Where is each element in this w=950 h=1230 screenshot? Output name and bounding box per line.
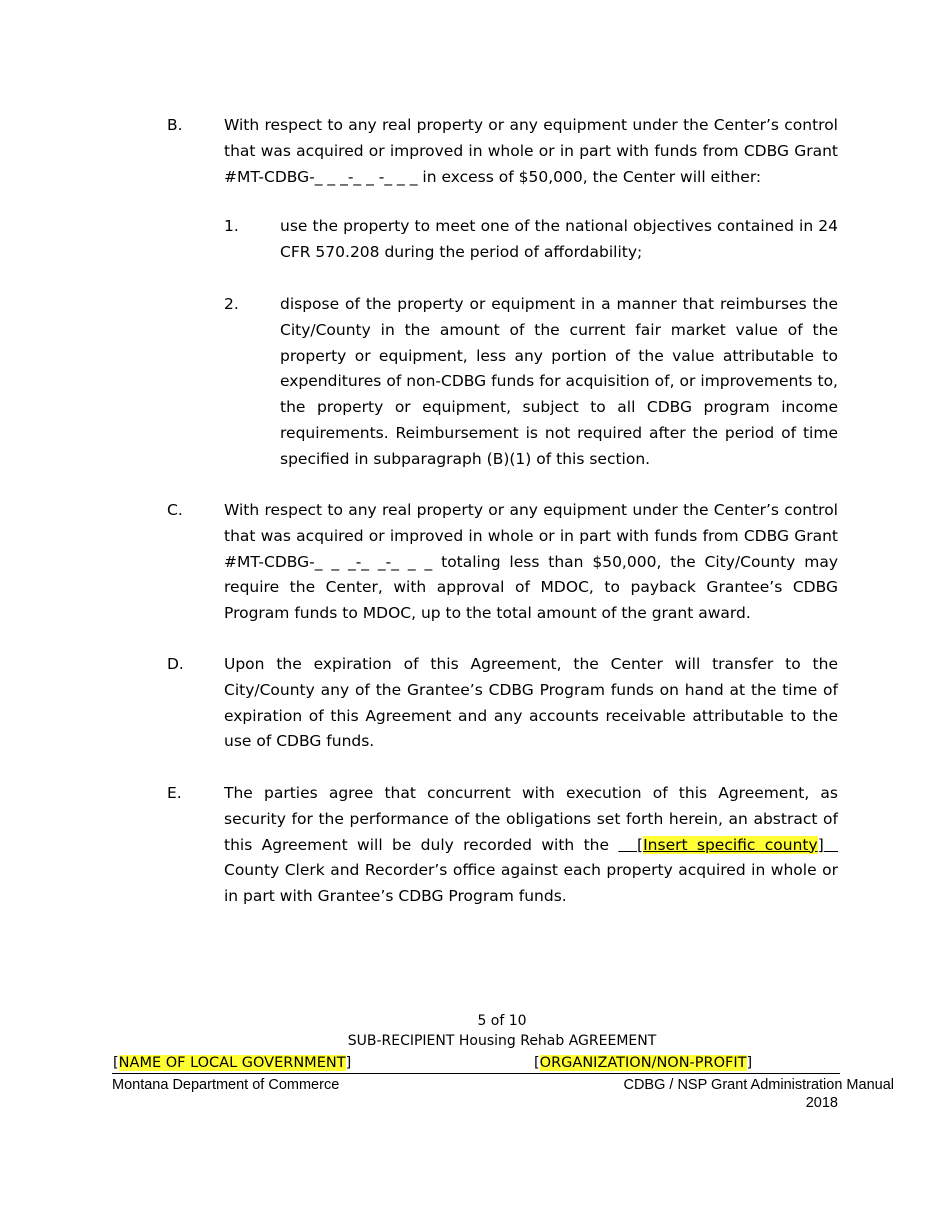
section-b-item-1-label: 1. — [224, 217, 239, 235]
footer-divider — [112, 1073, 840, 1074]
section-d-text: Upon the expiration of this Agreement, the Center will transfer to the City/County any of the Grantee’s CDBG Program funds on hand at the time of expiration of this Agreement and any accounts receivable attributable to the use of CDBG funds. — [224, 655, 838, 751]
manual-title: CDBG / NSP Grant Administration Manual — [623, 1077, 894, 1093]
publisher: Montana Department of Commerce — [112, 1077, 340, 1093]
section-b-item-2-text: dispose of the property or equipment in a manner that reimburses the City/County in the amount of the current fair market value of the property or equipment, less any portion of the value attributable to expenditures of non-CDBG funds for acquisition of, or improvements to, the property or equipment, subject to all CDBG program income requirements. Reimbursement is not required after the period of time specified in subparagraph (B)(1) of this section. — [280, 295, 838, 468]
section-c-text: With respect to any real property or any equipment under the Center’s control that was acquired or improved in whole or in part with funds from CDBG Grant #MT-CDBG-_ _ _-_ _-_ _ _ totaling less than $50,000, the City/County may require the Center, with approval of MDOC, to payback Grantee’s CDBG Program funds to MDOC, up to the total amount of the grant award. — [224, 501, 838, 623]
section-b-text: With respect to any real property or any equipment under the Center’s control that was acquired or improved in whole or in part with funds from CDBG Grant #MT-CDBG-_ _ _-_ _ -_ _ _ in excess of $50,000, the Center will either: — [224, 116, 838, 186]
county-blank: [Insert specific county] — [637, 835, 824, 854]
local-government-placeholder: [NAME OF LOCAL GOVERNMENT] — [113, 1055, 352, 1071]
page-number: 5 of 10 — [477, 1013, 527, 1029]
section-e-label: E. — [167, 784, 182, 802]
section-e-text-before: The parties agree that concurrent with execution of this Agreement, as security for the performance of the obligations set forth herein, an abstract of this Agreement will be duly recorded with the — [224, 784, 838, 854]
section-c-label: C. — [167, 501, 183, 519]
section-d-label: D. — [167, 655, 184, 673]
organization-placeholder: [ORGANIZATION/NON-PROFIT] — [534, 1055, 753, 1071]
manual-year: 2018 — [805, 1095, 838, 1111]
section-e-text — [224, 781, 838, 910]
section-b-item-2-label: 2. — [224, 295, 239, 313]
section-e-text-after: County Clerk and Recorder’s office against each property acquired in whole or in part with Grantee’s CDBG Program funds. — [224, 861, 838, 906]
document-title: SUB-RECIPIENT Housing Rehab AGREEMENT — [347, 1033, 657, 1049]
section-b-item-1-text: use the property to meet one of the national objectives contained in 24 CFR 570.208 during the period of affordability; — [280, 217, 838, 261]
county-placeholder: Insert specific county — [643, 835, 818, 854]
section-b-label: B. — [167, 116, 183, 134]
